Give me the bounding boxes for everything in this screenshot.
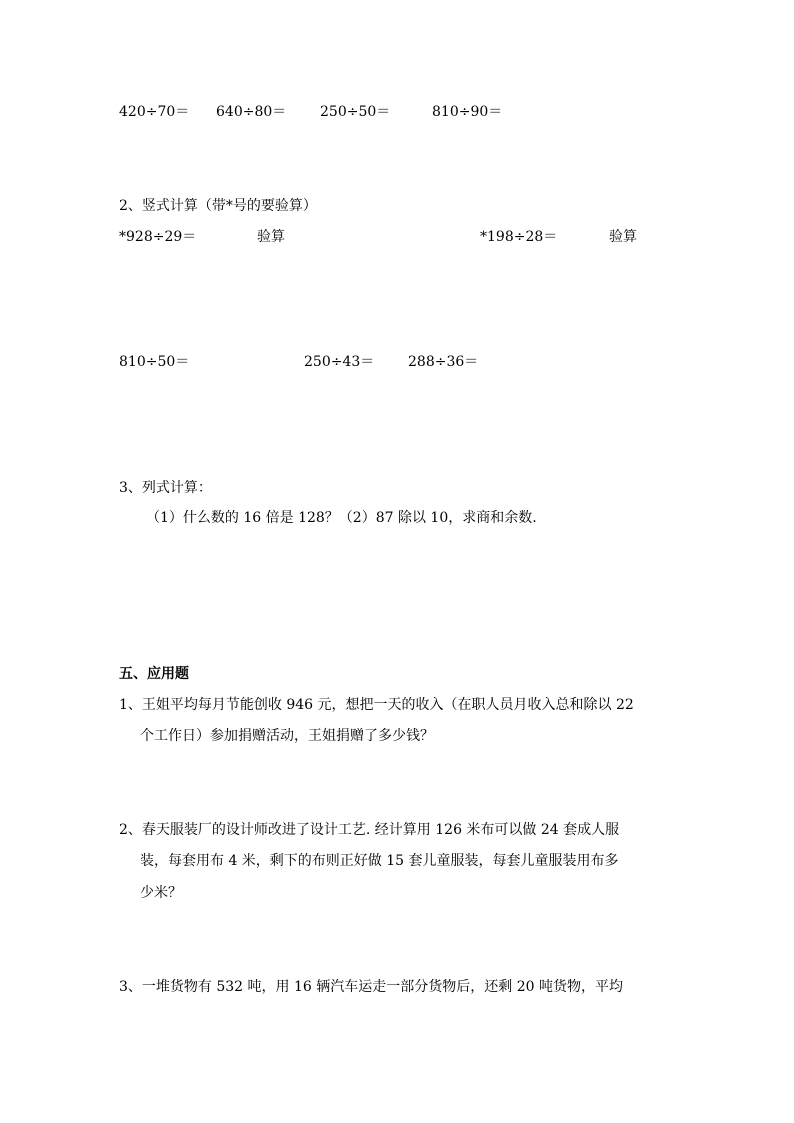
vertical-calc-3: 810÷50＝ — [119, 354, 190, 370]
formula-calc-questions: （1）什么数的 16 倍是 128？（2）87 除以 10，求商和余数. — [146, 510, 537, 526]
problem-2-line-2: 装，每套用布 4 米，剩下的布则正好做 15 套儿童服装，每套儿童服装用布多 — [140, 853, 619, 869]
oral-calc-1: 420÷70＝ — [119, 104, 190, 120]
vertical-calc-4: 250÷43＝ — [304, 354, 375, 370]
section-title-applications: 五、应用题 — [119, 666, 189, 682]
problem-1-line-1: 1、王姐平均每月节能创收 946 元，想把一天的收入（在职人员月收入总和除以 22 — [119, 697, 634, 713]
oral-calc-2: 640÷80＝ — [216, 104, 287, 120]
problem-3-line-1: 3、一堆货物有 532 吨，用 16 辆汽车运走一部分货物后，还剩 20 吨货物，平均 — [119, 979, 623, 995]
vertical-calc-2: *198÷28＝ — [480, 229, 558, 245]
vertical-calc-heading: 2、竖式计算（带*号的要验算） — [119, 198, 317, 214]
check-label-1: 验算 — [257, 229, 285, 245]
formula-calc-heading: 3、列式计算： — [119, 480, 212, 496]
vertical-calc-5: 288÷36＝ — [408, 354, 479, 370]
oral-calc-3: 250÷50＝ — [320, 104, 391, 120]
vertical-calc-1: *928÷29＝ — [119, 229, 197, 245]
problem-1-line-2: 个工作日）参加捐赠活动，王姐捐赠了多少钱？ — [140, 728, 434, 744]
oral-calc-4: 810÷90＝ — [432, 104, 503, 120]
problem-2-line-1: 2、春天服装厂的设计师改进了设计工艺. 经计算用 126 米布可以做 24 套成人服 — [119, 822, 620, 838]
problem-2-line-3: 少米？ — [140, 885, 182, 901]
check-label-2: 验算 — [609, 229, 637, 245]
